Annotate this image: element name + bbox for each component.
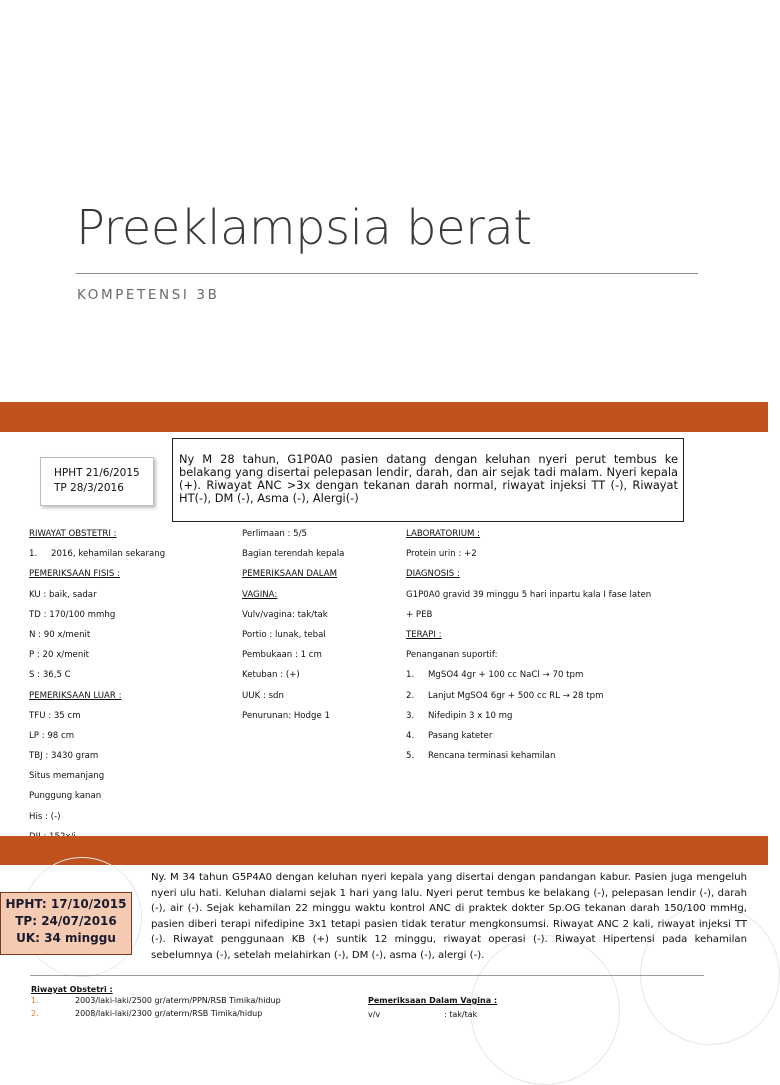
punggung-text: Punggung kanan xyxy=(29,791,102,802)
laboratorium-header: LABORATORIUM : xyxy=(406,529,481,539)
date-box xyxy=(40,457,154,506)
tfu-text: TFU : 35 cm xyxy=(29,710,81,721)
situs-text: Situs memanjang xyxy=(29,771,105,782)
suhu-text: S : 36,5 C xyxy=(29,670,71,681)
terapi-item-text: Lanjut MgSO4 6gr + 500 cc RL → 28 tpm xyxy=(428,690,604,701)
penanganan-suportif-text: Penanganan suportif: xyxy=(406,650,498,661)
title-divider xyxy=(76,273,698,274)
terapi-header: TERAPI : xyxy=(406,629,442,640)
terapi-item xyxy=(406,669,651,689)
portio-text: Portio : lunak, tebal xyxy=(242,629,326,640)
slide-subtitle: KOMPETENSI 3B xyxy=(77,287,220,303)
terapi-item-text: Nifedipin 3 x 10 mg xyxy=(428,710,513,721)
hpht-text: HPHT: 17/10/2015 xyxy=(5,897,127,911)
riwayat-row-number: 1. xyxy=(31,996,39,1005)
case-slide-2 xyxy=(0,865,768,1024)
accent-band-bottom xyxy=(0,836,768,865)
uk-text: UK: 34 minggu xyxy=(16,931,116,945)
riwayat-row-text: 2003/laki-laki/2500 gr/aterm/PPN/RSB Timika/hidup xyxy=(75,996,281,1005)
terapi-item xyxy=(406,750,651,770)
hpht-text: HPHT 21/6/2015 xyxy=(54,467,140,479)
pemeriksaan-dalam-header: PEMERIKSAAN DALAM xyxy=(242,569,337,580)
riwayat-obstetri-header: Riwayat Obstetri : xyxy=(31,985,113,994)
diagnosis-header: DIAGNOSIS : xyxy=(406,569,460,580)
riwayat-row-text: 2008/laki-laki/2300 gr/aterm/RSB Timika/hidup xyxy=(75,1009,263,1018)
section-divider xyxy=(30,975,704,976)
lp-text: LP : 98 cm xyxy=(29,730,75,741)
riwayat-obstetri-header: RIWAYAT OBSTETRI : xyxy=(29,529,117,539)
riwayat-row xyxy=(31,996,281,1005)
perlimaan-text: Perlimaan : 5/5 xyxy=(242,529,308,539)
vulv-text: Vulv/vagina: tak/tak xyxy=(242,609,328,620)
riwayat-row-number: 2. xyxy=(31,1009,39,1018)
his-text: His : (-) xyxy=(29,811,61,822)
terapi-item xyxy=(406,690,651,710)
tp-text: TP 28/3/2016 xyxy=(54,482,124,494)
riwayat-item xyxy=(29,548,165,568)
vv-value: : tak/tak xyxy=(444,1010,478,1019)
column-lab-diagnosis-terapi xyxy=(406,528,651,770)
riwayat-item-number: 1. xyxy=(29,549,38,560)
column-obstetri-fisis xyxy=(29,528,165,851)
vv-label: v/v xyxy=(368,1010,381,1019)
slide-title: Preeklampsia berat xyxy=(76,200,532,256)
case-summary-text: Ny. M 34 tahun G5P4A0 dengan keluhan nyeri kepala yang disertai dengan pandangan kabur. Pasien juga mengeluh nyeri ulu hati. Keluhan dialami sejak 1 hari yang lalu. Nyeri perut tembus ke belakang (-), pelepasan lendir (-), darah (-), air (-). Sejak kehamilan 22 minggu waktu kontrol ANC di praktek dokter Sp.OG tekanan darah 150/100 mmHg, pasien diberi terapi nifedipine 3x1 tetapi pasien tidak teratur mengkonsumsi. Riwayat ANC 2 kali, riwayat injeksi TT (-). Riwayat penggunaan KB (+) suntik 12 minggu, riwayat operasi (-). Riwayat Hipertensi pada kehamilan sebelumnya (-), setelah melahirkan (-), DM (-), asma (-), alergi (-). xyxy=(151,872,747,961)
case-summary-box: Ny M 28 tahun, G1P0A0 pasien datang dengan keluhan nyeri perut tembus ke belakang yang disertai pelepasan lendir, darah, dan air sejak tadi malam. Nyeri kepala (+). Riwayat ANC >3x dengan tekanan darah normal, riwayat injeksi TT (-), Riwayat HT(-), DM (-), Asma (-), Alergi(-) xyxy=(172,438,684,522)
terapi-item-text: Pasang kateter xyxy=(428,730,493,741)
diagnosis-line-2: + PEB xyxy=(406,609,433,620)
terapi-item-number: 1. xyxy=(406,670,415,681)
terapi-item-number: 5. xyxy=(406,751,415,762)
terapi-item-number: 4. xyxy=(406,730,415,741)
riwayat-row xyxy=(31,1009,262,1018)
vv-row xyxy=(368,1010,478,1019)
accent-band-top xyxy=(0,402,768,432)
penurunan-text: Penurunan: Hodge 1 xyxy=(242,710,330,721)
nadi-text: N : 90 x/menit xyxy=(29,629,91,640)
pernapasan-text: P : 20 x/menit xyxy=(29,650,90,661)
vagina-header: VAGINA: xyxy=(242,589,278,600)
terapi-item-number: 2. xyxy=(406,690,415,701)
bagian-terendah-text: Bagian terendah kepala xyxy=(242,549,345,560)
pemeriksaan-dalam-vagina-header: Pemeriksaan Dalam Vagina : xyxy=(368,996,498,1005)
terapi-item xyxy=(406,710,651,730)
title-slide xyxy=(0,0,768,432)
uuk-text: UUK : sdn xyxy=(242,690,284,701)
tp-text: TP: 24/07/2016 xyxy=(15,914,117,928)
ketuban-text: Ketuban : (+) xyxy=(242,670,300,681)
hpht-summary-box xyxy=(0,892,132,955)
case-slide-1 xyxy=(0,432,768,836)
riwayat-item-text: 2016, kehamilan sekarang xyxy=(51,549,166,560)
terapi-item xyxy=(406,730,651,750)
column-pemeriksaan-dalam xyxy=(242,528,344,730)
pemeriksaan-luar-header: PEMERIKSAAN LUAR : xyxy=(29,690,122,701)
diagnosis-line-1: G1P0A0 gravid 39 minggu 5 hari inpartu kala I fase laten xyxy=(406,589,652,600)
pemeriksaan-fisis-header: PEMERIKSAAN FISIS : xyxy=(29,569,120,580)
terapi-item-text: Rencana terminasi kehamilan xyxy=(428,751,556,762)
protein-urin-text: Protein urin : +2 xyxy=(406,549,477,560)
terapi-item-number: 3. xyxy=(406,710,415,721)
terapi-item-text: MgSO4 4gr + 100 cc NaCl → 70 tpm xyxy=(428,670,584,681)
tbj-text: TBJ : 3430 gram xyxy=(29,751,99,762)
pembukaan-text: Pembukaan : 1 cm xyxy=(242,650,322,661)
ku-text: KU : baik, sadar xyxy=(29,589,97,600)
td-text: TD : 170/100 mmhg xyxy=(29,609,116,620)
